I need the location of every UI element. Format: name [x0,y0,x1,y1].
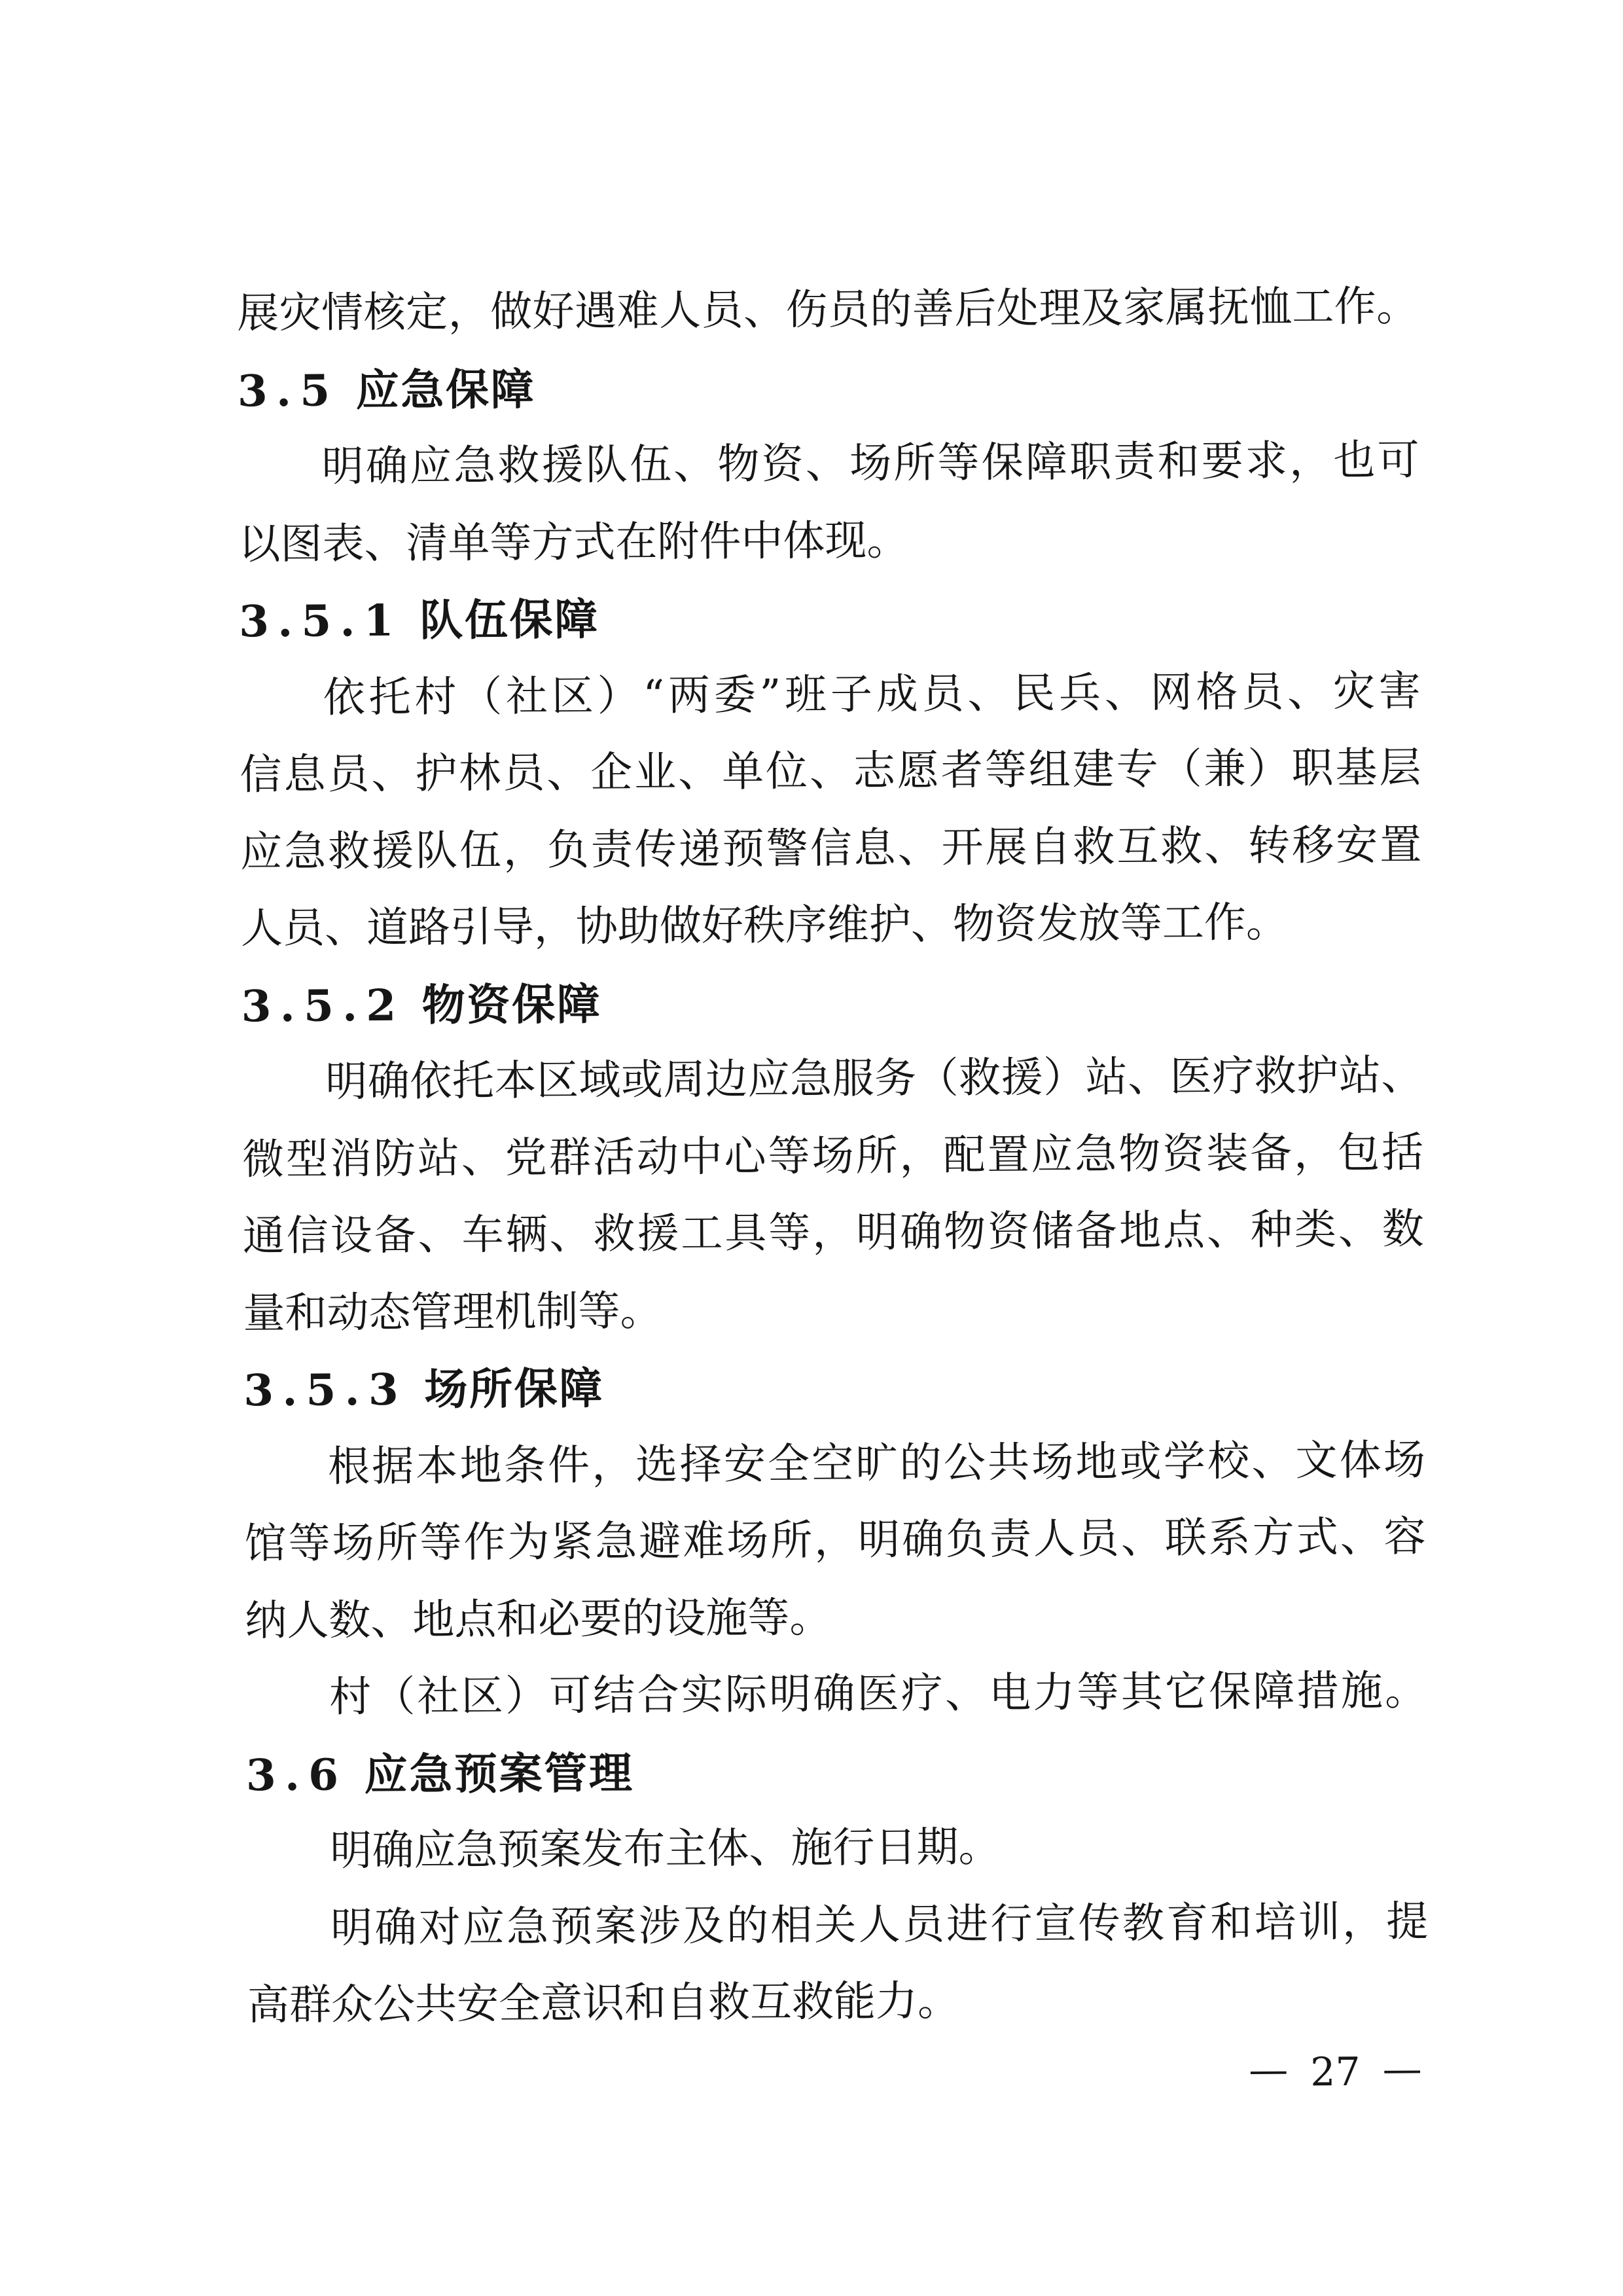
heading-title: 队伍保障 [419,593,599,646]
text-line: 展灾情核定，做好遇难人员、伤员的善后处理及家属抚恤工作。 [236,282,1419,338]
page-number: 27 [1310,2049,1361,2096]
text-line: 明确依托本区域或周边应急服务（救援）站、医疗救护站、 [325,1051,1423,1107]
text-line: 人员、道路引导，协助做好秩序维护、物资发放等工作。 [240,898,1289,954]
heading-title: 应急预案管理 [364,1747,634,1800]
footer-dash-right: — [1382,2046,1422,2092]
text-line: 纳人数、地点和必要的设施等。 [245,1593,832,1645]
heading-line [243,1345,1425,1429]
text-line: 信息员、护林员、企业、单位、志愿者等组建专（兼）职基层 [240,744,1421,800]
text-line: 应急救援队伍，负责传递预警信息、开展自救互救、转移安置 [240,820,1422,876]
heading-line [241,961,1423,1045]
text-line: 依托村（社区）“两委”班子成员、民兵、网格员、灾害 [323,666,1421,723]
text-line: 明确应急预案发布主体、施行日期。 [330,1823,1001,1876]
heading-title: 物资保障 [421,978,602,1031]
heading-title: 应急保障 [355,363,536,416]
heading-number: 3.5 [237,364,339,416]
text-line: 以图表、清单等方式在附件中体现。 [238,516,909,569]
page-footer [1249,2046,1422,2096]
text-line: 微型消防站、党群活动中心等场所，配置应急物资装备，包括 [241,1128,1424,1184]
text-line: 通信设备、车辆、救援工具等，明确物资储备地点、种类、数 [242,1205,1425,1261]
heading-number: 3.5.2 [241,979,405,1031]
text-line: 量和动态管理机制等。 [243,1286,662,1338]
footer-dash-left: — [1249,2047,1289,2093]
heading-line [239,576,1421,660]
heading-line [238,346,1419,430]
text-line: 明确应急救援队伍、物资、场所等保障职责和要求，也可 [321,436,1419,492]
heading-number: 3.5.3 [243,1363,408,1416]
heading-title: 场所保障 [424,1362,605,1415]
heading-number: 3.5.1 [238,594,403,647]
document-body [237,268,1429,2044]
text-line: 馆等场所等作为紧急避难场所，明确负责人员、联系方式、容 [244,1513,1426,1569]
heading-number: 3.6 [245,1748,348,1801]
text-line: 高群众公共安全意识和自救互救能力。 [247,1977,960,2030]
text-line: 明确对应急预案涉及的相关人员进行宣传教育和培训，提 [330,1897,1429,1953]
text-line: 根据本地条件，选择安全空旷的公共场地或学校、文体场 [327,1435,1426,1492]
heading-line [245,1730,1427,1814]
text-line: 村（社区）可结合实际明确医疗、电力等其它保障措施。 [329,1666,1427,1722]
